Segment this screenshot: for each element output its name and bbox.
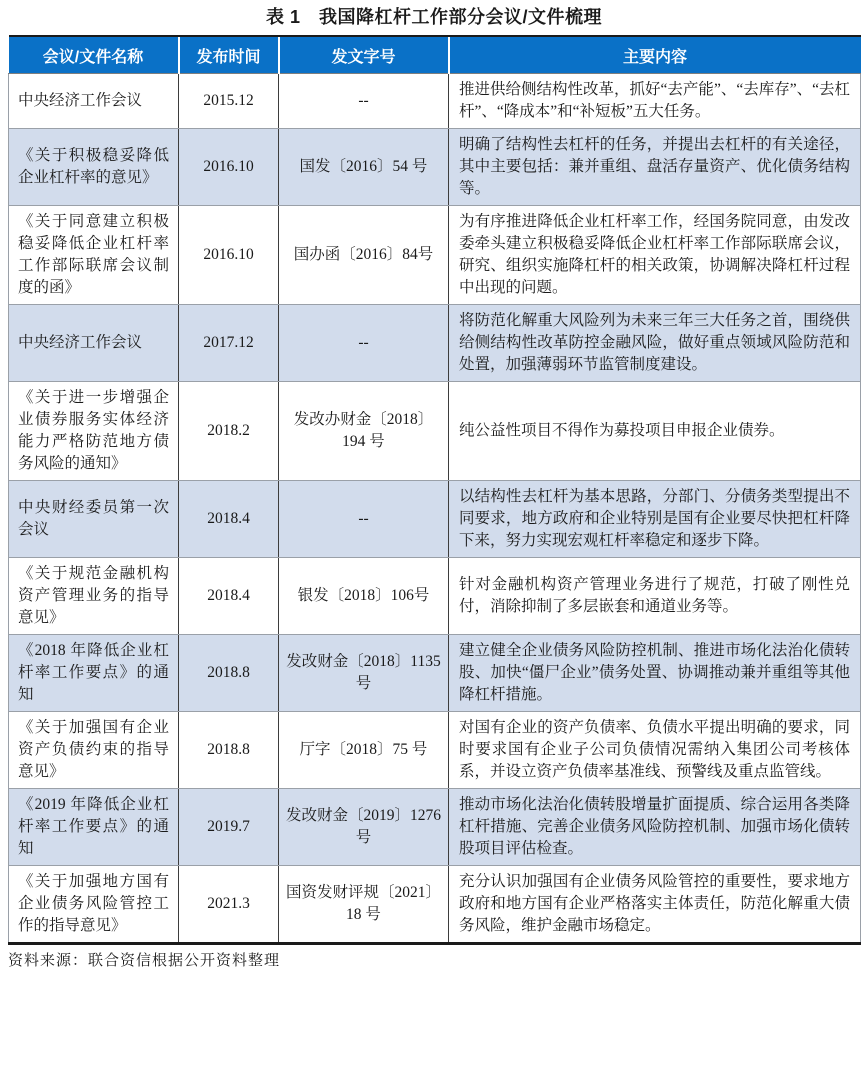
table-row xyxy=(9,789,861,866)
table-row xyxy=(9,866,861,944)
policy-table xyxy=(8,35,861,945)
table-row xyxy=(9,129,861,206)
cell-main-content: 以结构性去杠杆为基本思路，分部门、分债务类型提出不同要求，地方政府和企业特别是国有企业要尽快把杠杆降下来，努力实现宏观杠杆率稳定和逐步下降。 xyxy=(449,481,861,558)
cell-main-content: 充分认识加强国有企业债务风险管控的重要性，要求地方政府和地方国有企业严格落实主体责任，防范化解重大债务风险，维护金融市场稳定。 xyxy=(449,866,861,944)
table-row xyxy=(9,305,861,382)
cell-main-content: 为有序推进降低企业杠杆率工作，经国务院同意，由发改委牵头建立积极稳妥降低企业杠杆率工作部际联席会议，研究、组织实施降杠杆的相关政策，协调解决降杠杆过程中出现的问题。 xyxy=(449,206,861,305)
cell-doc-number: 国发〔2016〕54 号 xyxy=(279,129,449,206)
cell-release-date: 2019.7 xyxy=(179,789,279,866)
table-row xyxy=(9,382,861,481)
cell-release-date: 2018.4 xyxy=(179,558,279,635)
table-title: 表 1 我国降杠杆工作部分会议/文件梳理 xyxy=(265,7,602,27)
cell-meeting-doc-name: 中央财经委员第一次会议 xyxy=(9,481,179,558)
column-header-main-content: 主要内容 xyxy=(449,36,861,74)
table-header xyxy=(9,36,861,74)
table-row xyxy=(9,74,861,129)
cell-main-content: 对国有企业的资产负债率、负债水平提出明确的要求，同时要求国有企业子公司负债情况需纳入集团公司考核体系，并设立资产负债率基准线、预警线及重点监管线。 xyxy=(449,712,861,789)
cell-release-date: 2016.10 xyxy=(179,206,279,305)
column-header-meeting-doc-name: 会议/文件名称 xyxy=(9,36,179,74)
cell-meeting-doc-name: 《2019 年降低企业杠杆率工作要点》的通知 xyxy=(9,789,179,866)
table-row xyxy=(9,712,861,789)
cell-release-date: 2018.4 xyxy=(179,481,279,558)
cell-meeting-doc-name: 中央经济工作会议 xyxy=(9,74,179,129)
cell-meeting-doc-name: 《关于加强地方国有企业债务风险管控工作的指导意见》 xyxy=(9,866,179,944)
cell-doc-number: 发改财金〔2018〕1135 号 xyxy=(279,635,449,712)
cell-meeting-doc-name: 《关于同意建立积极稳妥降低企业杠杆率工作部际联席会议制度的函》 xyxy=(9,206,179,305)
header-row xyxy=(9,36,861,74)
cell-release-date: 2015.12 xyxy=(179,74,279,129)
table-row xyxy=(9,481,861,558)
cell-main-content: 推动市场化法治化债转股增量扩面提质、综合运用各类降杠杆措施、完善企业债务风险防控机制、加强市场化债转股项目评估检查。 xyxy=(449,789,861,866)
table-row xyxy=(9,558,861,635)
table-row xyxy=(9,635,861,712)
table-row xyxy=(9,206,861,305)
cell-doc-number: 发改办财金〔2018〕194 号 xyxy=(279,382,449,481)
cell-main-content: 针对金融机构资产管理业务进行了规范，打破了刚性兑付，消除抑制了多层嵌套和通道业务等。 xyxy=(449,558,861,635)
cell-release-date: 2018.8 xyxy=(179,635,279,712)
cell-meeting-doc-name: 中央经济工作会议 xyxy=(9,305,179,382)
cell-doc-number: -- xyxy=(279,74,449,129)
cell-release-date: 2018.2 xyxy=(179,382,279,481)
cell-doc-number: 发改财金〔2019〕1276 号 xyxy=(279,789,449,866)
cell-meeting-doc-name: 《关于进一步增强企业债券服务实体经济能力严格防范地方债务风险的通知》 xyxy=(9,382,179,481)
column-header-release-date: 发布时间 xyxy=(179,36,279,74)
cell-main-content: 建立健全企业债务风险防控机制、推进市场化法治化债转股、加快“僵尸企业”债务处置、协调推动兼并重组等其他降杠杆措施。 xyxy=(449,635,861,712)
cell-release-date: 2021.3 xyxy=(179,866,279,944)
cell-meeting-doc-name: 《关于加强国有企业资产负债约束的指导意见》 xyxy=(9,712,179,789)
cell-release-date: 2016.10 xyxy=(179,129,279,206)
cell-meeting-doc-name: 《2018 年降低企业杠杆率工作要点》的通知 xyxy=(9,635,179,712)
cell-release-date: 2017.12 xyxy=(179,305,279,382)
source-note: 资料来源：联合资信根据公开资料整理 xyxy=(8,953,281,969)
cell-main-content: 纯公益性项目不得作为募投项目申报企业债券。 xyxy=(449,382,861,481)
cell-main-content: 明确了结构性去杠杆的任务，并提出去杠杆的有关途径，其中主要包括：兼并重组、盘活存量资产、优化债务结构等。 xyxy=(449,129,861,206)
table-body xyxy=(9,74,861,944)
cell-meeting-doc-name: 《关于积极稳妥降低企业杠杆率的意见》 xyxy=(9,129,179,206)
column-header-doc-number: 发文字号 xyxy=(279,36,449,74)
cell-doc-number: -- xyxy=(279,481,449,558)
cell-release-date: 2018.8 xyxy=(179,712,279,789)
cell-doc-number: -- xyxy=(279,305,449,382)
cell-doc-number: 厅字〔2018〕75 号 xyxy=(279,712,449,789)
cell-doc-number: 国办函〔2016〕84号 xyxy=(279,206,449,305)
cell-main-content: 推进供给侧结构性改革，抓好“去产能”、“去库存”、“去杠杆”、“降成本”和“补短板”五大任务。 xyxy=(449,74,861,129)
cell-doc-number: 国资发财评规〔2021〕18 号 xyxy=(279,866,449,944)
cell-main-content: 将防范化解重大风险列为未来三年三大任务之首，围绕供给侧结构性改革防控金融风险，做好重点领域风险防范和处置，加强薄弱环节监管制度建设。 xyxy=(449,305,861,382)
cell-meeting-doc-name: 《关于规范金融机构资产管理业务的指导意见》 xyxy=(9,558,179,635)
cell-doc-number: 银发〔2018〕106号 xyxy=(279,558,449,635)
